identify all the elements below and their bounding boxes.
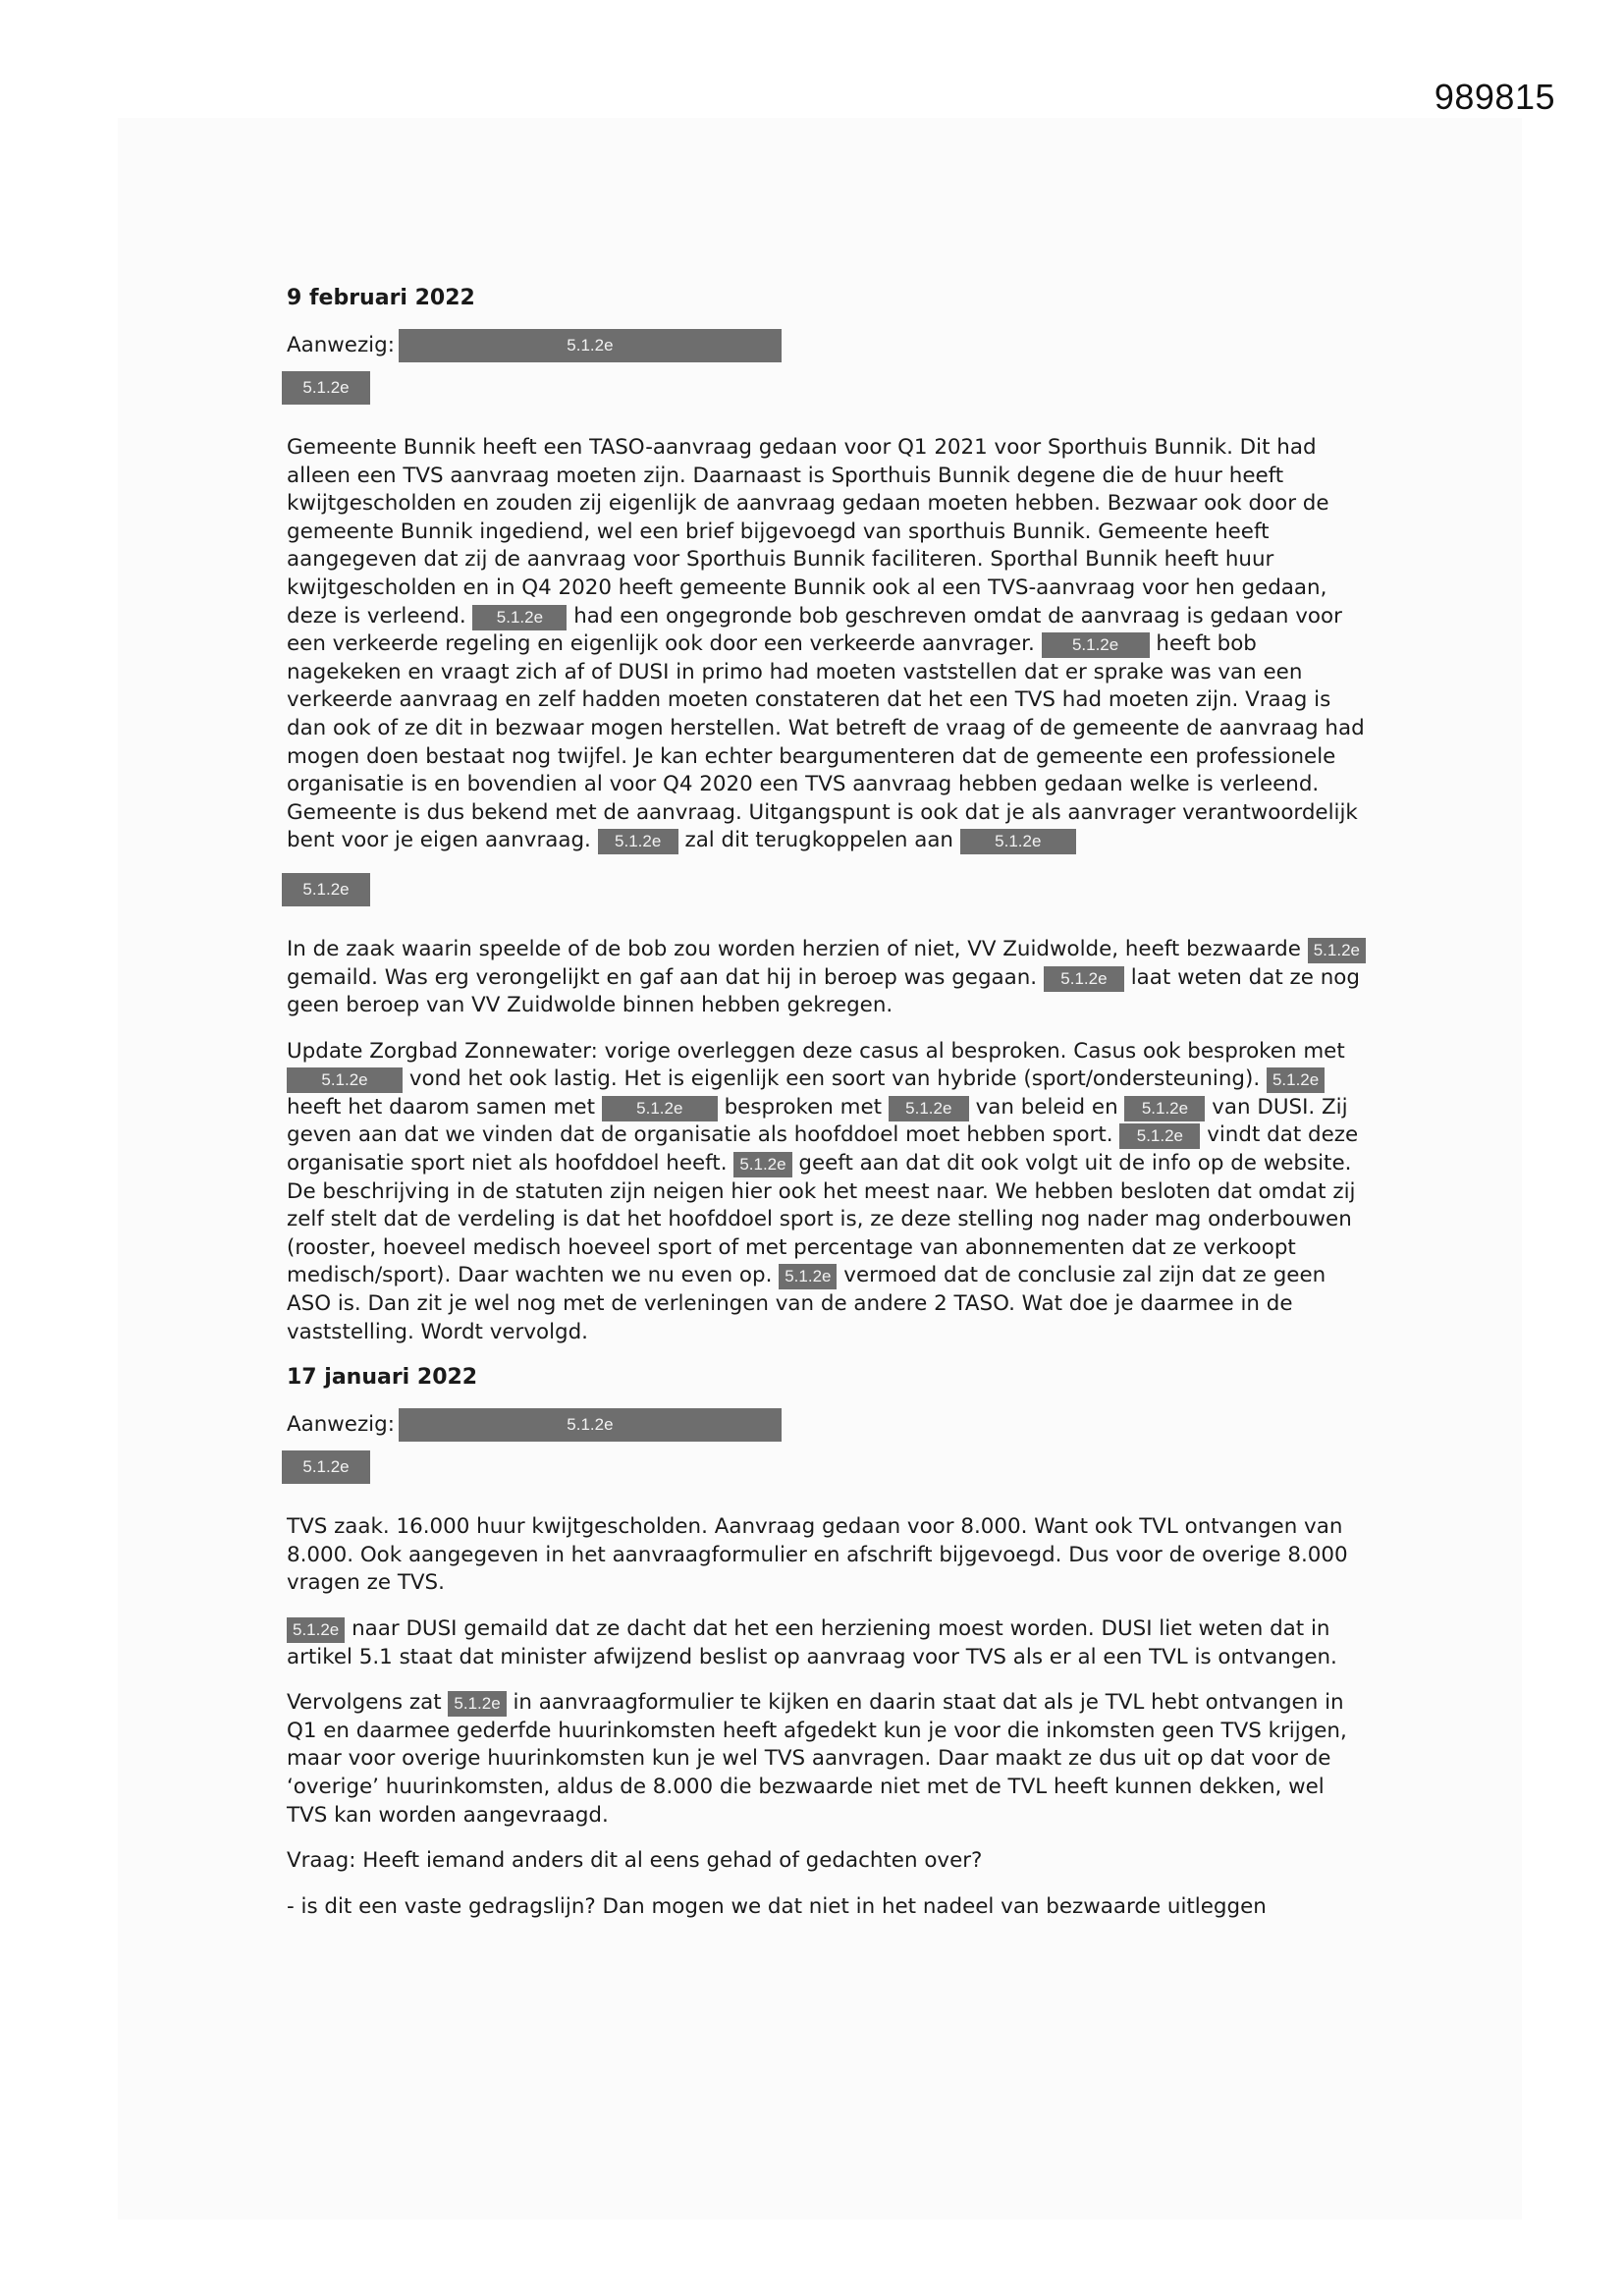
redaction-box: 5.1.2e [889, 1096, 969, 1121]
paragraph-text: vindt dat deze organisatie sport niet als hoofddoel heeft. [287, 1122, 1359, 1176]
section-date: 17 januari 2022 [287, 1365, 478, 1391]
paragraph-text: geeft aan dat dit ook volgt uit de info op de website. De beschrijving in de statuten zijn neigen hier ook het meest naar. We hebben besloten dat omdat zij zelf stelt dat de verdeling is dat het hoofddoel sport is, ze deze stelling nog nader mag onderbouwen (rooster, hoeveel medisch hoeveel sport of met percentage van abonnementen dat ze verkoopt medisch/sport). Daar wachten we nu even op. [287, 1151, 1356, 1288]
redaction-box: 5.1.2e [448, 1691, 506, 1717]
paragraph-text: laat weten dat ze nog geen beroep van VV Zuidwolde binnen hebben gekregen. [287, 964, 1360, 1018]
attendees-row [287, 1407, 1367, 1443]
paragraph-text: In de zaak waarin speelde of de bob zou worden herzien of niet, VV Zuidwolde, heeft bezwaarde [287, 936, 1301, 961]
redaction-box: 5.1.2e [287, 1617, 345, 1643]
paragraph-text: heeft bob nagekeken en vraagt zich af of DUSI in primo had moeten vaststellen dat er sprake was van een verkeerde aanvraag en zelf hadden moeten constateren dat het een TVS had moeten zijn. Vraag is dan ook of ze dit in bezwaar mogen herstellen. Wat betreft de vraag of de gemeente de aanvraag had mogen doen bestaat nog twijfel. Je kan echter beargumenteren dat de gemeente een professionele organisatie is en bovendien al voor Q4 2020 een TVS aanvraag hebben gedaan welke is verleend. Gemeente is dus bekend met de aanvraag. Uitgangspunt is ook dat je als aanvrager verantwoordelijk bent voor je eigen aanvraag. [287, 631, 1365, 853]
paragraph: Vraag: Heeft iemand anders dit al eens gehad of gedachten over? [287, 1848, 983, 1874]
paragraph-text: vond het ook lastig. Het is eigenlijk een soort van hybride (sport/ondersteuning). [408, 1066, 1261, 1092]
redaction-box: 5.1.2e [287, 1067, 403, 1093]
paragraph-text: in aanvraagformulier te kijken en daarin staat dat als je TVL hebt ontvangen in Q1 en daarmee gederfde huurinkomsten heeft afgedekt kun je voor die inkomsten geen TVS krijgen, maar voor overige huurinkomsten kun je wel TVS aanvragen. Daar maakt ze dus uit op dat voor de ‘overige’ huurinkomsten, aldus de 8.000 die bezwaarde niet met de TVL heeft kunnen dekken, wel TVS kan worden aangevraagd. [287, 1690, 1347, 1828]
redaction-box: 5.1.2e [733, 1152, 791, 1177]
attendees-row [287, 328, 1367, 363]
paragraph [287, 936, 1367, 1020]
document-body [287, 285, 1367, 1939]
paragraph [287, 1615, 1367, 1671]
paragraph-text: Update Zorgbad Zonnewater: vorige overleggen deze casus al besproken. Casus ook besproken met [287, 1038, 1345, 1064]
redaction-box: 5.1.2e [399, 1408, 782, 1442]
paragraph-text: had een ongegronde bob geschreven omdat de aanvraag is gedaan voor een verkeerde regeling en eigenlijk ook door een verkeerde aanvrager. [287, 603, 1342, 657]
paragraph-text: naar DUSI gemaild dat ze dacht dat het een herziening moest worden. DUSI liet weten dat in artikel 5.1 staat dat minister afwijzend beslist op aanvraag voor TVS als er al een TVL is ontvangen. [287, 1616, 1337, 1669]
redaction-box: 5.1.2e [472, 605, 567, 630]
redaction-box: 5.1.2e [282, 1450, 370, 1484]
paragraph-text: vermoed dat de conclusie zal zijn dat ze geen ASO is. Dan zit je wel nog met de verleningen van de andere 2 TASO. Wat doe je daarmee in de vaststelling. Wordt vervolgd. [287, 1263, 1326, 1344]
redaction-box: 5.1.2e [1124, 1096, 1205, 1121]
redaction-box: 5.1.2e [1042, 632, 1150, 658]
redaction-box: 5.1.2e [779, 1264, 837, 1289]
paragraph-text: gemaild. Was erg verongelijkt en gaf aan dat hij in beroep was gegaan. [287, 964, 1038, 990]
paragraph-text: van DUSI. Zij geven aan dat we vinden dat de organisatie als hoofddoel moet hebben sport. [287, 1094, 1348, 1148]
redaction-box: 5.1.2e [602, 1096, 718, 1121]
redaction-box: 5.1.2e [960, 829, 1076, 854]
redaction-box: 5.1.2e [399, 329, 782, 362]
paragraph-text: Vervolgens zat [287, 1690, 442, 1716]
paragraph-text: heeft het daarom samen met [287, 1094, 595, 1120]
redaction-box: 5.1.2e [1308, 938, 1366, 963]
redaction-box: 5.1.2e [1119, 1123, 1200, 1149]
redaction-box: 5.1.2e [1044, 966, 1124, 992]
attendees-label: Aanwezig: [287, 1411, 395, 1437]
paragraph-text: zal dit terugkoppelen aan [684, 828, 953, 853]
redaction-box: 5.1.2e [282, 371, 370, 405]
document-number: 989815 [1434, 77, 1555, 117]
paragraph-text: Gemeente Bunnik heeft een TASO-aanvraag gedaan voor Q1 2021 voor Sporthuis Bunnik. Dit had alleen een TVS aanvraag moeten zijn. Daarnaast is Sporthuis Bunnik degene die de huur heeft kwijtgescholden en zouden zij eigenlijk de aanvraag gedaan moeten hebben. Bezwaar ook door de gemeente Bunnik ingediend, wel een brief bijgevoegd van sporthuis Bunnik. Gemeente heeft aangegeven dat zij de aanvraag voor Sporthuis Bunnik faciliteren. Sporthal Bunnik heeft huur kwijtgescholden en in Q4 2020 heeft gemeente Bunnik ook al een TVS-aanvraag voor hen gedaan, deze is verleend. [287, 435, 1329, 629]
redaction-box: 5.1.2e [282, 873, 370, 906]
paragraph: - is dit een vaste gedragslijn? Dan mogen we dat niet in het nadeel van bezwaarde uitleggen [287, 1893, 1267, 1919]
paragraph [287, 1038, 1367, 1347]
redaction-box: 5.1.2e [598, 829, 678, 854]
paragraph: TVS zaak. 16.000 huur kwijtgescholden. Aanvraag gedaan voor 8.000. Want ook TVL ontvangen van 8.000. Ook aangegeven in het aanvraagformulier en afschrift bijgevoegd. Dus voor de overige 8.000 vragen ze TVS. [287, 1514, 1348, 1596]
attendees-label: Aanwezig: [287, 332, 395, 357]
paragraph-text: besproken met [724, 1094, 882, 1120]
redaction-box: 5.1.2e [1267, 1067, 1325, 1093]
paragraph-text: van beleid en [975, 1094, 1118, 1120]
paragraph [287, 1689, 1367, 1830]
paragraph [287, 434, 1367, 855]
section-date: 9 februari 2022 [287, 286, 475, 310]
